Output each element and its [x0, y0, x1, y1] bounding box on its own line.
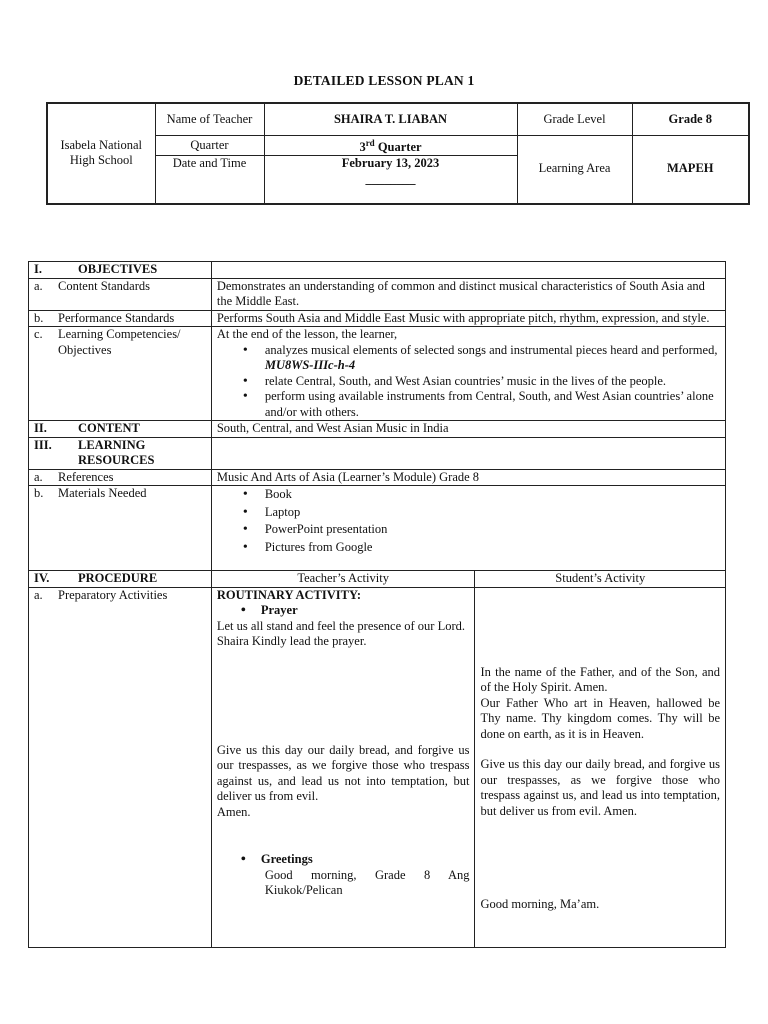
header-table: [46, 102, 750, 205]
material-item: • PowerPoint presentation: [265, 521, 720, 539]
date-time-label: Date and Time: [155, 156, 264, 204]
learning-resources-heading: LEARNING RESOURCES: [78, 437, 155, 467]
material-item: • Pictures from Google: [265, 539, 720, 557]
school-name: Isabela National High School: [47, 103, 155, 204]
lesson-plan-table: [28, 261, 726, 948]
teacher-name: SHAIRA T. LIABAN: [264, 103, 517, 135]
materials-label: Materials Needed: [58, 486, 147, 500]
competencies-text: At the end of the lesson, the learner, • analyzes musical elements of selected songs and instrumental pieces heard and performed, MU8WS-IIIc-h-4 • relate Central, South, and West Asian countries’ music in the lives of the people. • perform using available instruments from Central, South, and West Asian countries’ alone and/or with others.: [211, 327, 725, 421]
objectives-row: I. OBJECTIVES: [29, 262, 726, 279]
preparatory-activities-row: a. Preparatory Activities ROUTINARY ACTIVITY: • Prayer Let us all stand and feel the presence of our Lord. Shaira Kindly lead the prayer. Give us this day our daily bread, and forgive us our trespasses, as we forgive those who trespass against us, and lead us not into temptation, but deliver us from evil. Amen. • Greetings Good morning, Grade 8 Ang Kiukok/Pelican In the name of the Father, and of the Son, and of the Holy Spirit. Amen. Our Father Who art in Heaven, hallowed be Thy name. Thy kingdom comes. Thy will be done on earth, as it is in Heaven. Give us this day our daily bread, and forgive us our trespasses, as we forgive those who trespass against us, and lead us into temptation, but deliver us from evil. Amen. Good morning, Ma’am.: [29, 587, 726, 947]
learning-resources-row: III. LEARNING RESOURCES: [29, 437, 726, 469]
materials-list: [211, 486, 725, 571]
teacher-activity-header: Teacher’s Activity: [211, 571, 475, 588]
content-row: II. CONTENT South, Central, and West Asian Music in India: [29, 421, 726, 438]
greetings-text: Good morning, Grade 8 Ang Kiukok/Pelican: [264, 867, 470, 897]
routinary-activity-heading: ROUTINARY ACTIVITY:: [216, 587, 361, 602]
preparatory-activities-label: Preparatory Activities: [58, 587, 168, 602]
document-title: DETAILED LESSON PLAN 1: [293, 73, 475, 88]
content-text: South, Central, and West Asian Music in India: [211, 421, 725, 438]
prayer-heading: • Prayer: [217, 603, 470, 619]
learning-area-label: Learning Area: [517, 135, 632, 204]
competencies-row: c. Learning Competencies/ Objectives At the end of the lesson, the learner, • analyzes musical elements of selected songs and instrumental pieces heard and performed, MU8WS-IIIc-h-4 • relate Central, South, and West Asian countries’ music in the lives of the people. • perform using available instruments from Central, South, and West Asian countries’ alone and/or with others.: [29, 327, 726, 421]
material-item: • Book: [265, 486, 720, 504]
content-standards-row: a. Content Standards Demonstrates an understanding of common and distinct musical characteristics of South Asia and the Middle East.: [29, 278, 726, 310]
objectives-heading: OBJECTIVES: [78, 262, 158, 276]
references-row: a. References Music And Arts of Asia (Learner’s Module) Grade 8: [29, 469, 726, 486]
greetings-reply: Good morning, Ma’am.: [480, 897, 600, 911]
materials-row: b. Materials Needed • Book • Laptop • PowerPoint presentation • Pictures from Google: [29, 486, 726, 571]
procedure-heading: PROCEDURE: [78, 571, 158, 585]
performance-standards-label: Performance Standards: [58, 310, 175, 325]
competency-code: MU8WS-IIIc-h-4: [264, 358, 356, 372]
material-item: • Laptop: [265, 504, 720, 522]
student-activity-header: Student’s Activity: [475, 571, 726, 588]
learning-area-value: MAPEH: [632, 135, 749, 204]
content-standards-label: Content Standards: [58, 278, 151, 293]
references-text: Music And Arts of Asia (Learner’s Module) Grade 8: [211, 469, 725, 486]
competencies-label: Learning Competencies/ Objectives: [58, 327, 181, 357]
teacher-activity-cell: ROUTINARY ACTIVITY: • Prayer Let us all stand and feel the presence of our Lord. Shaira Kindly lead the prayer. Give us this day our daily bread, and forgive us our trespasses, as we forgive those who trespass against us, and lead us not into temptation, but deliver us from evil. Amen. • Greetings Good morning, Grade 8 Ang Kiukok/Pelican: [211, 587, 475, 947]
date-time-value: February 13, 2023 ________: [264, 156, 517, 204]
quarter-label: Quarter: [155, 135, 264, 156]
competency-item: • perform using available instruments from Central, South, and West Asian countries’ alone and/or with others.: [265, 389, 720, 420]
student-activity-cell: In the name of the Father, and of the Son, and of the Holy Spirit. Amen. Our Father Who art in Heaven, hallowed be Thy name. Thy kingdom comes. Thy will be done on earth, as it is in Heaven. Give us this day our daily bread, and forgive us our trespasses, as we forgive those who trespass against us, and lead us into temptation, but deliver us from evil. Amen. Good morning, Ma’am.: [475, 587, 726, 947]
competency-item: • relate Central, South, and West Asian countries’ music in the lives of the people.: [265, 374, 720, 390]
teacher-label: Name of Teacher: [155, 103, 264, 135]
content-standards-text: Demonstrates an understanding of common and distinct musical characteristics of South Asia and the Middle East.: [211, 278, 725, 310]
grade-level-label: Grade Level: [517, 103, 632, 135]
procedure-header-row: IV. PROCEDURE Teacher’s Activity Student’s Activity: [29, 571, 726, 588]
competency-item: • analyzes musical elements of selected songs and instrumental pieces heard and performed, MU8WS-IIIc-h-4: [265, 343, 720, 374]
performance-standards-row: b. Performance Standards Performs South Asia and Middle East Music with appropriate pitch, rhythm, expression, and style.: [29, 310, 726, 327]
grade-level-value: Grade 8: [632, 103, 749, 135]
references-label: References: [58, 469, 114, 484]
quarter-value: 3rd Quarter: [264, 135, 517, 156]
content-heading: CONTENT: [78, 421, 140, 435]
greetings-heading: • Greetings: [217, 852, 470, 868]
performance-standards-text: Performs South Asia and Middle East Music with appropriate pitch, rhythm, expression, and style.: [211, 310, 725, 327]
